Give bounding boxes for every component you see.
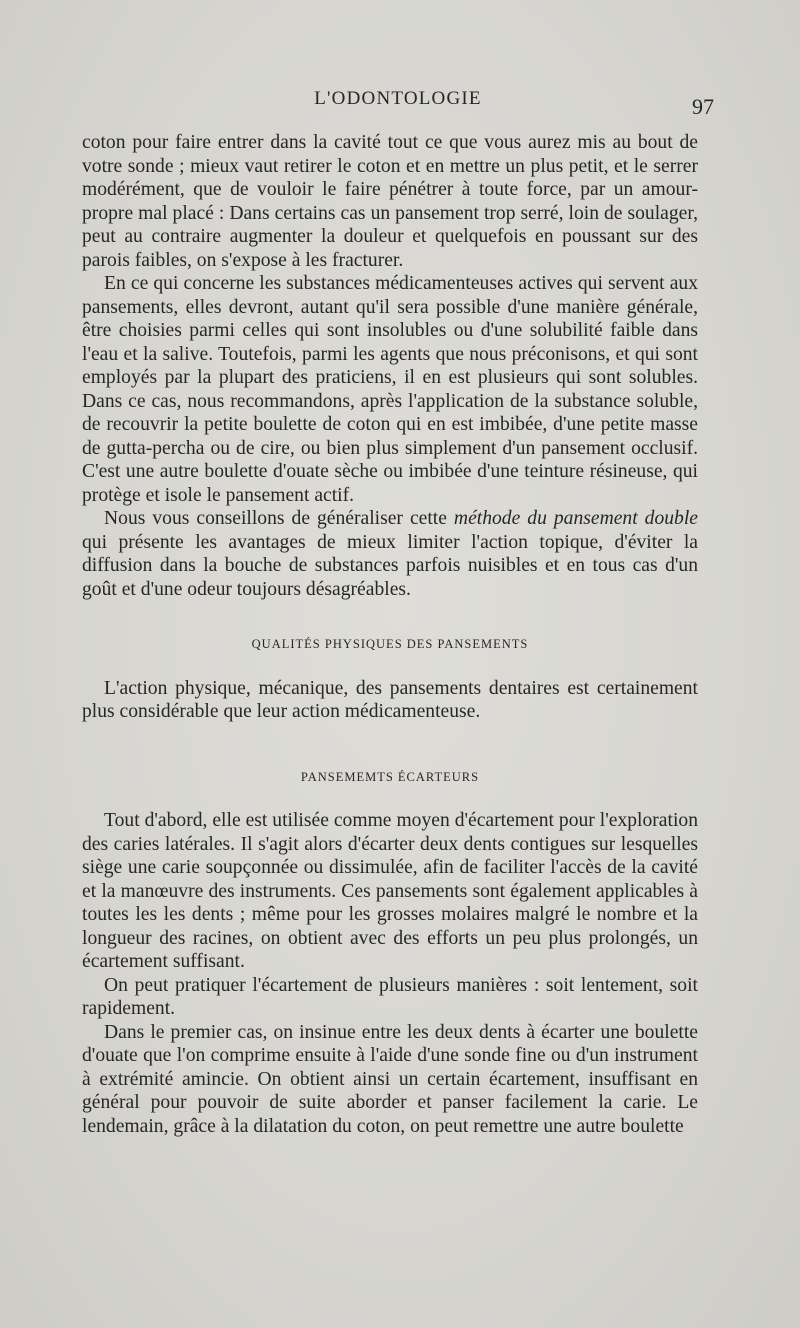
section-heading: PANSEMEMTS ÉCARTEURS [300,769,480,784]
paragraph [82,507,698,601]
paragraph-text: qui présente les avantages de mieux limiter l'action topique, d'éviter la diffusion dans la bouche de substances parfois nuisibles et en tous cas d'un goût et d'une odeur toujours désagréables. [82,531,698,600]
section-heading: QUALITÉS PHYSIQUES DES PANSEMENTS [251,637,529,651]
paragraph: En ce qui concerne les substances médicamenteuses actives qui servent aux pansements, elles devront, autant qu'il sera possible d'une manière générale, être choisies parmi celles qui sont insolubles ou d'une solubilité faible dans l'eau et la salive. Toutefois, parmi les agents que nous préconisons, et qui sont employés par la plupart des praticiens, il en est plusieurs qui sont solubles. Dans ce cas, nous recommandons, après l'application de la substance soluble, de recouvrir la petite boulette de coton qui en est imbibée, d'une petite masse de gutta-percha ou de cire, ou bien plus simplement d'un pansement occlusif. C'est une autre boulette d'ouate sèche ou imbibée d'une teinture résineuse, qui protège et isole le pansement actif. [82,273,698,506]
paragraph: L'action physique, mécanique, des pansements dentaires est certainement plus considérable que leur action médicamenteuse. [82,677,698,722]
paragraph: Tout d'abord, elle est utilisée comme moyen d'écartement pour l'exploration des caries latérales. Il s'agit alors d'écarter deux dents contigues sur lesquelles siège une carie soupçonnée ou dissimulée, afin de faciliter l'accès de la cavité et la manœuvre des instruments. Ces pansements sont également applicables à toutes les les dents ; même pour les grosses molaires malgré le nombre et la longueur des racines, on obtient avec des efforts un peu plus prolongés, un écartement suffisant. [82,810,698,972]
paragraph: Dans le premier cas, on insinue entre les deux dents à écarter une boulette d'ouate que l'on comprime ensuite à l'aide d'une sonde fine ou d'un instrument à extrémité amincie. On obtient ainsi un certain écartement, insuffisant en général pour pouvoir de suite aborder et panser facilement la carie. Le lendemain, grâce à la dilatation du coton, on peut remettre une autre boulette [82,1021,698,1137]
body-text [82,131,698,1138]
italic-term: méthode du pansement double [453,508,698,529]
paragraph-text: Nous vous conseillons de généraliser cette [104,508,454,529]
running-title: L'ODONTOLOGIE [314,88,482,109]
page-header [82,88,714,118]
paragraph: On peut pratiquer l'écartement de plusieurs manières : soit lentement, soit rapidement. [82,974,698,1019]
paragraph: coton pour faire entrer dans la cavité tout ce que vous aurez mis au bout de votre sonde ; mieux vaut retirer le coton et en mettre un plus petit, et le serrer modérément, que de vouloir le faire pénétrer à toute force, par un amour-propre mal placé : Dans certains cas un pansement trop serré, loin de soulager, peut au contraire augmenter la douleur et quelquefois en poussant sur des parois faibles, on s'expose à les fracturer. [82,132,698,271]
page-number: 97 [692,94,714,119]
